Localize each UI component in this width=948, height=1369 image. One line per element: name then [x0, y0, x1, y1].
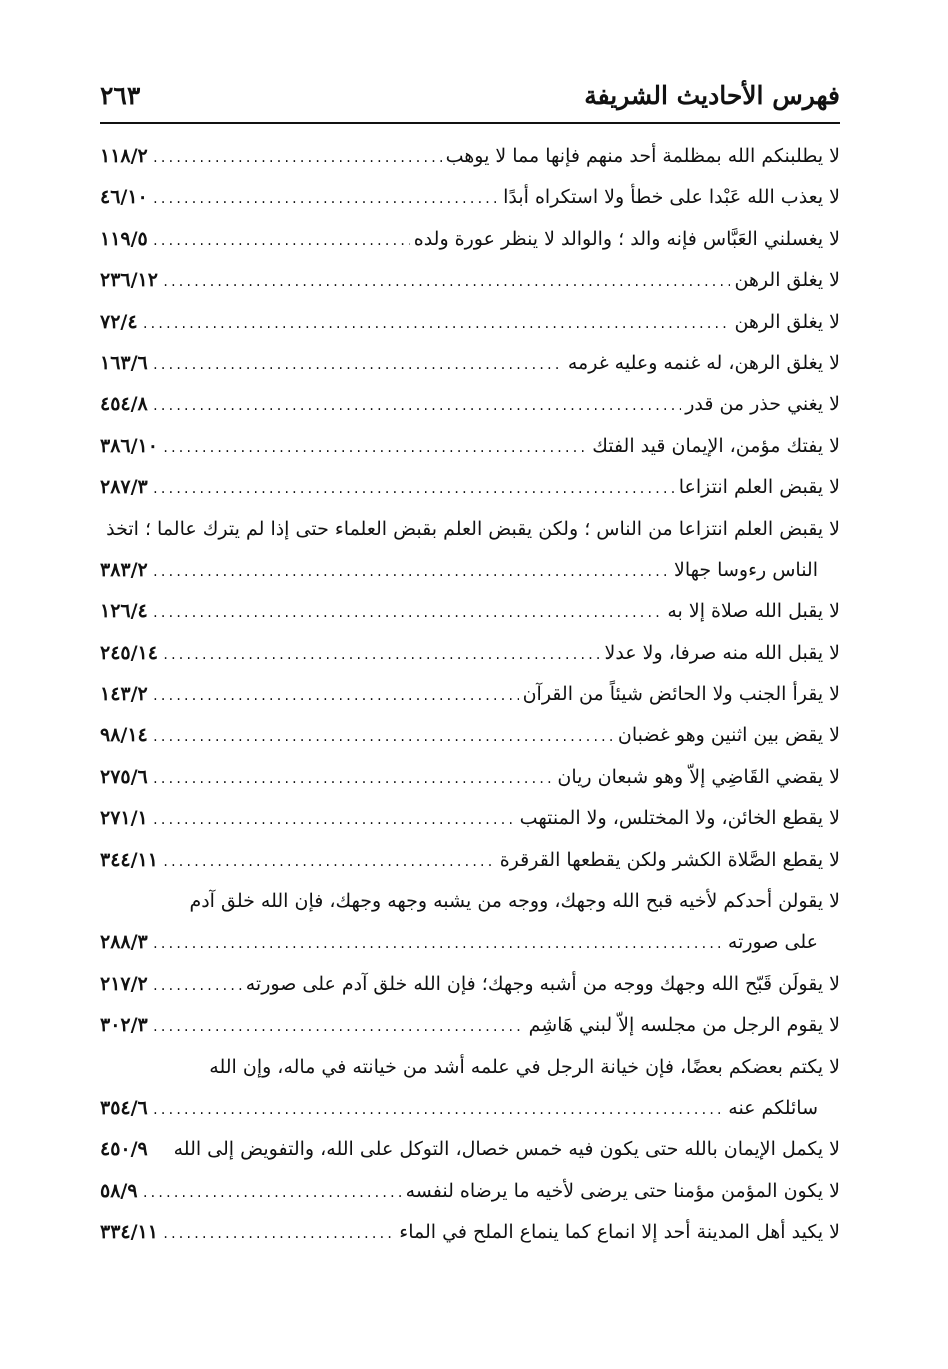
index-entry: [100, 1171, 840, 1212]
index-entry: [100, 840, 840, 881]
volume-page-ref: ٢٨٨/٣: [100, 931, 148, 954]
hadith-index-list: [100, 136, 840, 1254]
page-header: [100, 60, 840, 110]
dot-leader: [142, 304, 731, 345]
volume-page-ref: ٥٨/٩: [100, 1179, 138, 1202]
hadith-text: لا يكمل الإيمان بالله حتى يكون فيه خمس خصال، التوكل على الله، والتفويض إلى الله: [173, 1138, 840, 1161]
dot-leader: [152, 469, 675, 510]
entry-line: [100, 1171, 840, 1212]
volume-page-ref: ١٤٣/٢: [100, 683, 148, 706]
hadith-text: لا يكون المؤمن مؤمنا حتى يرضى لأخيه ما يرضاه لنفسه: [405, 1179, 840, 1202]
hadith-text: لا يقض بين اثنين وهو غضبان: [617, 724, 840, 747]
hadith-text: لا يقضي القَاضِي إلاّ وهو شبعان ريان: [557, 765, 840, 788]
dot-leader: [152, 1090, 725, 1131]
index-entry: [100, 260, 840, 301]
hadith-text: لا يكتم بعضكم بعضًا، فإن خيانة الرجل في علمه أشد من خيانته في ماله، وإن الله: [209, 1055, 840, 1078]
hadith-text: لا يغسلني العَبَّاس فإنه والد ؛ والوالد لا ينظر عورة ولده: [413, 227, 840, 250]
index-entry: [100, 715, 840, 756]
entry-line: [100, 426, 840, 467]
entry-line: [100, 964, 840, 1005]
dot-leader: [152, 345, 564, 386]
index-entry: [100, 302, 840, 343]
hadith-text: لا يقطع الخائن، ولا المختلس، ولا المنتهب: [519, 807, 840, 830]
volume-page-ref: ٤٥٤/٨: [100, 393, 148, 416]
dot-leader: [152, 593, 664, 634]
hadith-text: لا يقبل الله صلاة إلا به: [667, 600, 840, 623]
dot-leader: [152, 1007, 525, 1048]
entry-line: [100, 1047, 840, 1088]
hadith-text: لا يغني حذر من قدر: [685, 393, 840, 416]
hadith-text: لا يعذب الله عَبْدا على خطأ ولا استكراه أبدًا: [503, 186, 840, 209]
volume-page-ref: ٢٣٦/١٢: [100, 269, 158, 292]
volume-page-ref: ٢٧١/١: [100, 807, 148, 830]
index-entry: [100, 177, 840, 218]
dot-leader: [152, 552, 670, 593]
entry-continuation-line: [100, 550, 840, 591]
hadith-text: لا يقوم الرجل من مجلسه إلاّ لبني هَاشِم: [528, 1014, 840, 1037]
index-entry: [100, 343, 840, 384]
entry-line: [100, 136, 840, 177]
dot-leader: [152, 221, 410, 262]
volume-page-ref: ٣٨٦/١٠: [100, 434, 158, 457]
hadith-text: لا يقرأ الجنب ولا الحائض شيئاً من القرآن: [522, 683, 840, 706]
volume-page-ref: ١١٩/٥: [100, 227, 148, 250]
entry-line: [100, 881, 840, 922]
entry-line: [100, 1005, 840, 1046]
entry-line: [100, 467, 840, 508]
volume-page-ref: ٢٨٧/٣: [100, 476, 148, 499]
dot-leader: [152, 966, 242, 1007]
index-entry: [100, 509, 840, 592]
entry-continuation-line: [100, 922, 840, 963]
index-entry: [100, 757, 840, 798]
dot-leader: [152, 924, 724, 965]
index-entry: [100, 384, 840, 425]
dot-leader: [162, 635, 601, 676]
index-entry: [100, 1212, 840, 1253]
index-entry: [100, 1005, 840, 1046]
entry-line: [100, 302, 840, 343]
volume-page-ref: ٧٢/٤: [100, 310, 138, 333]
dot-leader: [152, 717, 614, 758]
dot-leader: [152, 759, 554, 800]
volume-page-ref: ٣٠٢/٣: [100, 1014, 148, 1037]
volume-page-ref: ٣٥٤/٦: [100, 1096, 148, 1119]
index-entry: [100, 1047, 840, 1130]
hadith-text: الناس رءوسا جهالا: [674, 558, 818, 581]
header-rule: [100, 122, 840, 124]
index-entry: [100, 633, 840, 674]
index-entry: [100, 798, 840, 839]
volume-page-ref: ٤٦/١٠: [100, 186, 148, 209]
dot-leader: [162, 1214, 395, 1255]
entry-line: [100, 1129, 840, 1170]
volume-page-ref: ٣٨٣/٢: [100, 558, 148, 581]
hadith-text: لا يقبل الله منه صرفا، ولا عدلا: [604, 641, 840, 664]
hadith-text: لا يقولن أحدكم لأخيه قبح الله وجهك، ووجه من يشبه وجهه وجهك، فإن الله خلق آدم: [189, 890, 840, 913]
entry-line: [100, 343, 840, 384]
dot-leader: [152, 386, 681, 427]
hadith-text: لا يقطع الصَّلاة الكشر ولكن يقطعها القرقرة: [499, 848, 840, 871]
hadith-text: لا يغلق الرهن: [734, 310, 840, 333]
dot-leader: [162, 262, 730, 303]
dot-leader: [162, 842, 496, 883]
hadith-text: لا يغلق الرهن: [734, 269, 840, 292]
entry-line: [100, 674, 840, 715]
entry-line: [100, 177, 840, 218]
volume-page-ref: ٤٥٠/٩: [100, 1138, 148, 1161]
page-number: ٢٦٣: [100, 81, 141, 110]
volume-page-ref: ١٢٦/٤: [100, 600, 148, 623]
running-title: فهرس الأحاديث الشريفة: [584, 81, 840, 110]
hadith-text: لا يقولَن قَبّح الله وجهك ووجه من أشبه وجهك؛ فإن الله خلق آدم على صورته: [245, 972, 840, 995]
dot-leader: [152, 676, 519, 717]
dot-leader: [142, 1173, 402, 1214]
entry-continuation-line: [100, 1088, 840, 1129]
index-entry: [100, 881, 840, 964]
entry-line: [100, 509, 840, 550]
volume-page-ref: ٢٤٥/١٤: [100, 641, 158, 664]
hadith-text: لا يقبض العلم انتزاعا من الناس ؛ ولكن يقبض العلم بقبض العلماء حتى إذا لم يترك عالما ؛ اتخذ: [106, 517, 840, 540]
index-entry: [100, 1129, 840, 1170]
entry-line: [100, 384, 840, 425]
entry-line: [100, 798, 840, 839]
hadith-text: لا يفتك مؤمن، الإيمان قيد الفتك: [592, 434, 840, 457]
entry-line: [100, 591, 840, 632]
hadith-text: لا يغلق الرهن، له غنمه وعليه غرمه: [567, 351, 840, 374]
dot-leader: [152, 179, 499, 220]
index-entry: [100, 136, 840, 177]
volume-page-ref: ٣٣٤/١١: [100, 1221, 158, 1244]
hadith-text: سائلكم عنه: [728, 1096, 818, 1119]
hadith-text: لا يطلبنكم الله بمظلمة أحد منهم فإنها مما لا يوهب: [445, 145, 840, 167]
index-entry: [100, 591, 840, 632]
dot-leader: [162, 428, 588, 469]
index-entry: [100, 964, 840, 1005]
index-entry: [100, 467, 840, 508]
entry-line: [100, 1212, 840, 1253]
entry-line: [100, 260, 840, 301]
entry-line: [100, 219, 840, 260]
index-entry: [100, 219, 840, 260]
entry-line: [100, 633, 840, 674]
volume-page-ref: ١٦٣/٦: [100, 351, 148, 374]
volume-page-ref: ٩٨/١٤: [100, 724, 148, 747]
volume-page-ref: ٢١٧/٢: [100, 972, 148, 995]
entry-line: [100, 715, 840, 756]
entry-line: [100, 757, 840, 798]
hadith-text: لا يقبض العلم انتزاعا: [678, 476, 840, 499]
index-entry: [100, 426, 840, 467]
volume-page-ref: ٣٤٤/١١: [100, 848, 158, 871]
index-entry: [100, 674, 840, 715]
hadith-text: لا يكيد أهل المدينة أحد إلا انماع كما ينماع الملح في الماء: [399, 1221, 840, 1244]
volume-page-ref: ٢٧٥/٦: [100, 765, 148, 788]
dot-leader: [152, 800, 516, 841]
entry-line: [100, 840, 840, 881]
volume-page-ref: ١١٨/٢: [100, 145, 148, 167]
dot-leader: [152, 138, 442, 179]
hadith-text: على صورته: [727, 931, 818, 954]
